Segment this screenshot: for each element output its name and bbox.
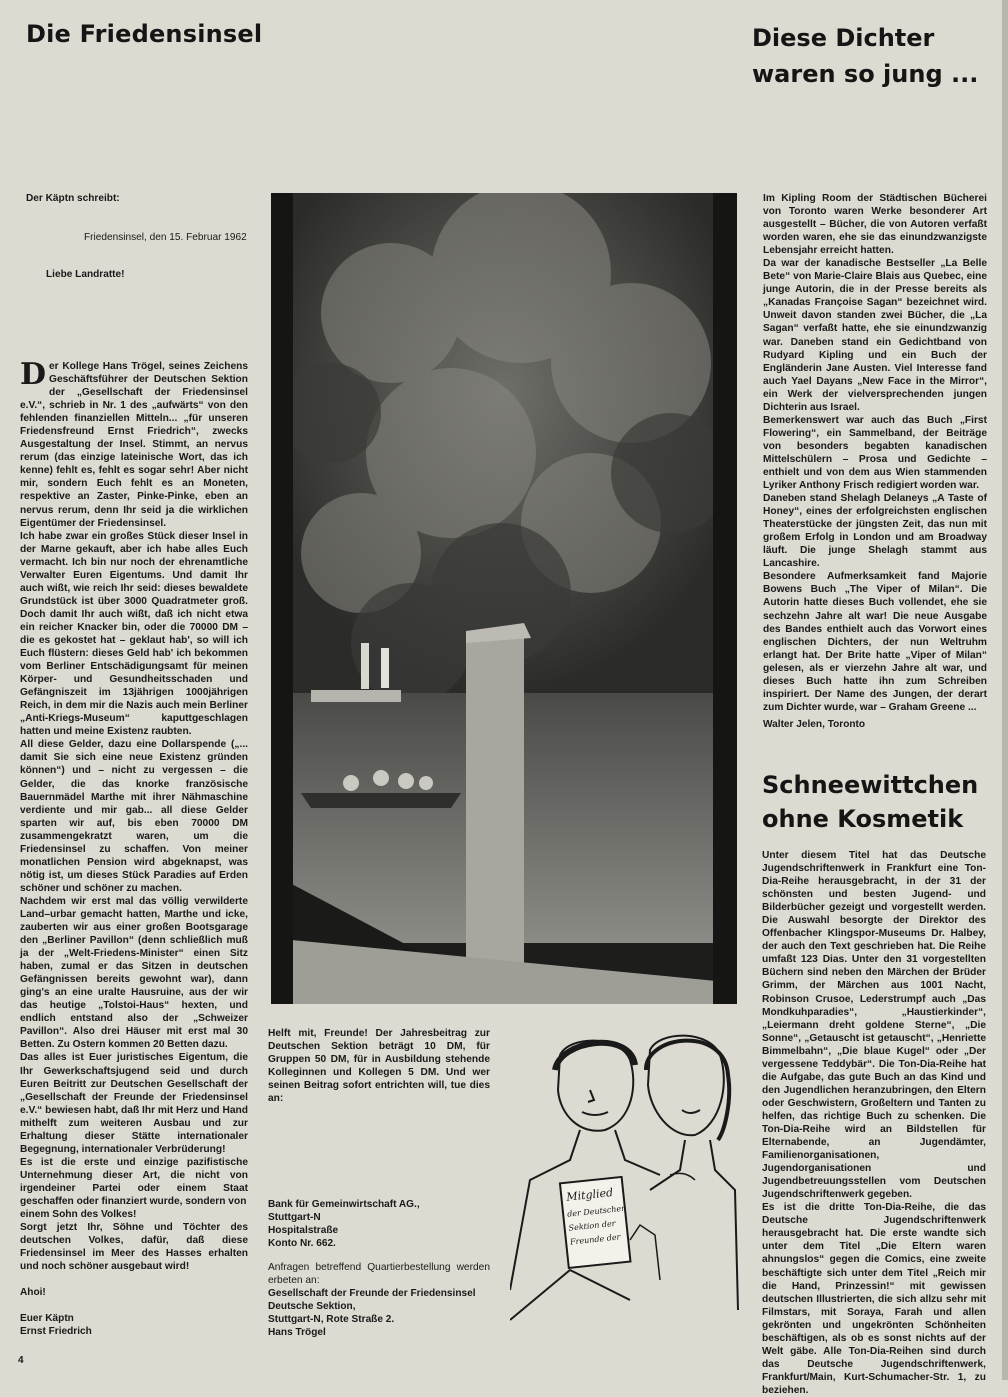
title-line: ohne Kosmetik: [762, 805, 964, 833]
signature-line: Euer Käptn: [20, 1313, 74, 1324]
letter-salutation: Liebe Landratte!: [46, 269, 125, 280]
paragraph: Unter diesem Titel hat das Deutsche Jugendschriftenwerk in Frankfurt eine Ton-Dia-Reihe herausgebracht, in der 31 der schönsten und besten Jugend- und Bilderbücher gezeigt und vorgestellt werden. Die Auswahl besorgte der Direktor des Offenbacher Klingspor-Museums Dr. Halbey, der auch den Text geschrieben hat. Die Reihe umfaßt 123 Dias. Unter den 31 vorgestellten Büchern sind neben den Märchen der Brüder Grimm, der Märchen aus 1001 Nacht, Robinson Crusoe, Lederstrumpf auch „Das Mondkuhparadies“, „Haustierkinder“, „Leiermann dreht goldene Sterne“, „Die Sonne“, „Getauscht ist getauscht“, „Henriette Bimmelbahn“, „Die blaue Kugel“ oder „Der vergessene Teddybär“. Die Ton-Dia-Reihe hat die Aufgabe, das gute Buch an das Kind und den Jugendlichen heranzubringen, den Eltern oder Geschwistern, Großeltern und Tanten zu helfen, das richtige Buch zu schenken. Die Ton-Dia-Reihe wird an Bildstellen für Elternabende, an Jugendämter, Familienorganisationen, Jugendorganisationen und Jugendbetreuungsstellen vom Deutschen Jugendschriftenwerk gegeben.: [762, 850, 986, 1201]
signature: [20, 1312, 92, 1338]
contact-address: [268, 1287, 476, 1339]
letter-closing: Ahoi!: [20, 1287, 46, 1298]
poets-body: [763, 192, 987, 714]
paragraph: Das alles ist Euer juristisches Eigentum, die Ihr Gewerkschaftsjugend seid und durch Euren Beitritt zur Deutschen Gesellschaft der „Gesellschaft der Freunde der Friedensinsel e.V.“ bewiesen habt, daß Ihr mit Herz und Hand mithelft zum weiteren Ausbau und zur Erhaltung dieser Stätte internationaler Begegnung, internationaler Verbrüderung!: [20, 1052, 248, 1155]
sketch-illustration: [510, 1030, 740, 1325]
paragraph: Besondere Aufmerksamkeit fand Majorie Bowens Buch „The Viper of Milan“. Die Autorin hatte dieses Buch vollendet, ehe sie sechzehn Jahre alt war! Die neue Ausgabe des Bandes enthielt auch das Vorwort eines englischen Dichters, der nun Weltruhm erlangt hat. Der Brite hatte „Viper of Milan“ gelesen, als er vierzehn Jahre alt war, und dieses Buch hatte ihn zum Schreiben inspiriert. Der Name des Jungen, der derart zum Dichter wurde, war – Graham Greene ...: [763, 571, 987, 713]
title-line: Schneewittchen: [762, 771, 979, 799]
title-line: waren so jung ...: [752, 60, 979, 88]
address-line: Hans Trögel: [268, 1327, 326, 1338]
paragraph: Im Kipling Room der Städtischen Bücherei von Toronto waren Werke besonderer Art ausgestellt – Bücher, die von Autoren verfaßt worden waren, ehe sie das einundzwanzigste Lebensjahr erreicht hatten.: [763, 193, 987, 257]
address-line: Stuttgart-N, Rote Straße 2.: [268, 1314, 395, 1325]
river-photo-illustration: [271, 193, 737, 1004]
letter-body: [20, 357, 248, 1273]
snow-body: [762, 849, 986, 1397]
paragraph: Es ist die dritte Ton-Dia-Reihe, die das Deutsche Jugendschriftenwerk herausgebracht hat. Die erste wandte sich unter dem Titel „Die Eltern waren ahnungslos“ gegen die Comics, eine zweite beschäftigte sich unter dem Titel „Reich mir die Hand, Prinzessin!“ mit gewissen deutschen Illustrierten, die sich allzu sehr mit Filmstars, mit Soraya, Farah und allen gekrönten und ungekrönten Schönheiten beschäftigen, als ob es sonst nichts auf der Welt gäbe. Alle Ton-Dia-Reihen sind durch das Deutsche Jugendschriftenwerk, Frankfurt/Main, Kurt-Schumacher-Str. 1, zu beziehen.: [762, 1202, 986, 1396]
paragraph: Bemerkenswert war auch das Buch „First Flowering“, ein Sammelband, der Beiträge von besonders begabten kanadischen Mittelschülern – Prosa und Gedichte – enthielt und von dem aus Wien stammenden Lyriker Anthony Frisch redigiert worden war.: [763, 414, 987, 492]
card-line: Freunde der: [569, 1232, 621, 1247]
paragraph: Daneben stand Shelagh Delaneys „A Taste of Honey“, eines der erfolgreichsten englischen Theaterstücke der jüngsten Zeit, das nun mit großem Erfolg in London und am Broadway läuft. Die junge Shelagh stammt aus Lancashire.: [763, 493, 987, 570]
appeal-text: Helft mit, Freunde! Der Jahresbeitrag zur Deutschen Sektion beträgt 10 DM, für Gruppen 50 DM, für in Ausbildung stehende Kolleginnen und Kollegen 5 DM. Und wer seinen Beitrag sofort entrichten will, tue dies an:: [268, 1028, 490, 1105]
paragraph: Da war der kanadische Bestseller „La Belle Bete“ von Marie-Claire Blais aus Quebec, eine junge Autorin, die in der Presse bereits als „Kanadas Françoise Sagan“ bezeichnet wird. Unweit davon standen zwei Bücher, die „La Sagan“ verfaßt hatte, ehe sie einundzwanzig war. Daneben stand ein Gedichtband von Rudyard Kipling und ein Buch der Engländerin Jane Austen. Viel Interesse fand auch Yael Dayans „New Face in the Mirror“, ein Werk der vielversprechenden jungen Dichterin aus Israel.: [763, 258, 987, 413]
card-line: Sektion der: [568, 1218, 616, 1233]
bank-details: [268, 1198, 420, 1250]
article-title-poets: [752, 20, 992, 92]
paragraph: einem Sohn des Volkes!: [20, 1209, 137, 1221]
bank-line: Konto Nr. 662.: [268, 1238, 336, 1249]
dropcap: D: [20, 357, 47, 392]
letter-date: Friedensinsel, den 15. Februar 1962: [84, 232, 247, 243]
river-photo: [271, 193, 737, 1004]
bank-line: Hospitalstraße: [268, 1225, 339, 1236]
article-title-snow: [762, 768, 992, 836]
paragraph: Nachdem wir erst mal das völlig verwilderte Land–urbar gemacht hatten, Marthe und icke, zauberten wir aus einer großen Bootsgarage den „Berliner Pavillon“ (denn schließlich muß ja der „Welt-Friedens-Minister“ einen Sitz haben, zumal er das Sitzen in deutschen Gefängnissen bereits gewohnt war), dann ging's an eine uralte Hausruine, aus der wir das heutige „Tolstoi-Haus“ hexten, und endlich entstand also der „Schweizer Pavillon“. Also drei Häuser mit erst mal 30 Betten. Zu Ostern kommen 20 Betten dazu.: [20, 895, 248, 1051]
page-number: 4: [18, 1355, 24, 1366]
paragraph: Ich habe zwar ein großes Stück dieser Insel in der Marne gekauft, aber ich habe alles Euch vermacht. Ich bin nur noch der ehrenamtliche Verwalter Euren Eigentums. Und damit Ihr auch wißt, wie reich Ihr seid: dieses bewaldete Grundstück ist über 3000 Quadratmeter groß. Doch damit Ihr auch wißt, daß ich nicht etwa ein reicher Knacker bin, oder die 70000 DM – die es gekostet hat – geklaut hab', so will ich Euch flüstern: dieses Geld hab' ich bekommen vom Berliner Entschädigungsamt für meinen Körper- und Gesundheitsschaden und Gefängniszeit im 13jährigen 1000jährigen Reich, in dem mir die Nazis auch mein Berliner „Anti-Kriegs-Museum“ kaputtgeschlagen hatten und meine Existenz raubten.: [20, 530, 248, 738]
letter-intro: Der Käptn schreibt:: [26, 193, 120, 204]
address-line: Gesellschaft der Freunde der Friedensinsel: [268, 1288, 476, 1299]
page-title: Die Friedensinsel: [26, 20, 263, 48]
card-line: Mitglied: [565, 1185, 614, 1204]
poets-author: Walter Jelen, Toronto: [763, 719, 866, 730]
paragraph: er Kollege Hans Trögel, seines Zeichens Geschäftsführer der Deutschen Sektion der „Gesellschaft der Friedensinsel e.V.“, schrieb in Nr. 1 des „aufwärts“ von den fehlenden finanziellen Mitteln... „für unseren Friedensfreund Ernst Friedrich“, zwecks Ausgestaltung der Insel. Stimmt, an nervus rerum (das einzige lateinische Wort, das ich kenne) fehlt es, fehlt es sogar sehr! Aber nicht mir, sondern Euch fehlt es an Moneten, respektive an Zaster, Pinke-Pinke, eben an nervus rerum, denn Ihr seid ja die wirklichen Eigentümer der Friedensinsel.: [20, 361, 248, 529]
inquiry-text: Anfragen betreffend Quartierbestellung werden erbeten an:: [268, 1262, 490, 1287]
bank-line: Bank für Gemeinwirtschaft AG.,: [268, 1199, 420, 1210]
address-line: Deutsche Sektion,: [268, 1301, 356, 1312]
title-line: Diese Dichter: [752, 24, 935, 52]
paragraph: Es ist die erste und einzige pazifistische Unternehmung dieser Art, die nicht von irgendeiner Partei oder einem Staat geschaffen oder finanziert wurde, sondern von: [20, 1156, 248, 1207]
card-line: der Deutschen: [566, 1203, 627, 1219]
paragraph: Sorgt jetzt Ihr, Söhne und Töchter des deutschen Volkes, dafür, daß diese Friedensinsel im Meer des Hasses erhalten und noch schöner ausgebaut wird!: [20, 1222, 248, 1273]
paragraph: All diese Gelder, dazu eine Dollarspende („... damit Sie sich eine neue Existenz gründen können“) und – nicht zu vergessen – die Gelder, die das knorke französische Bauernmädel Marthe mit ihrer Nähmaschine verdiente und mir gab... all diese Gelder sparten wir auf, bis eben 70000 DM zusammengekratzt waren, um die Friedensinsel zu schaffen. Von meiner monatlichen Pension wird abgeknapst, was nötig ist, um dieses Stück Paradies auf Erden schöner und schöner zu machen.: [20, 739, 248, 894]
signature-line: Ernst Friedrich: [20, 1326, 92, 1337]
bank-line: Stuttgart-N: [268, 1212, 321, 1223]
page-edge: [1002, 0, 1008, 1380]
